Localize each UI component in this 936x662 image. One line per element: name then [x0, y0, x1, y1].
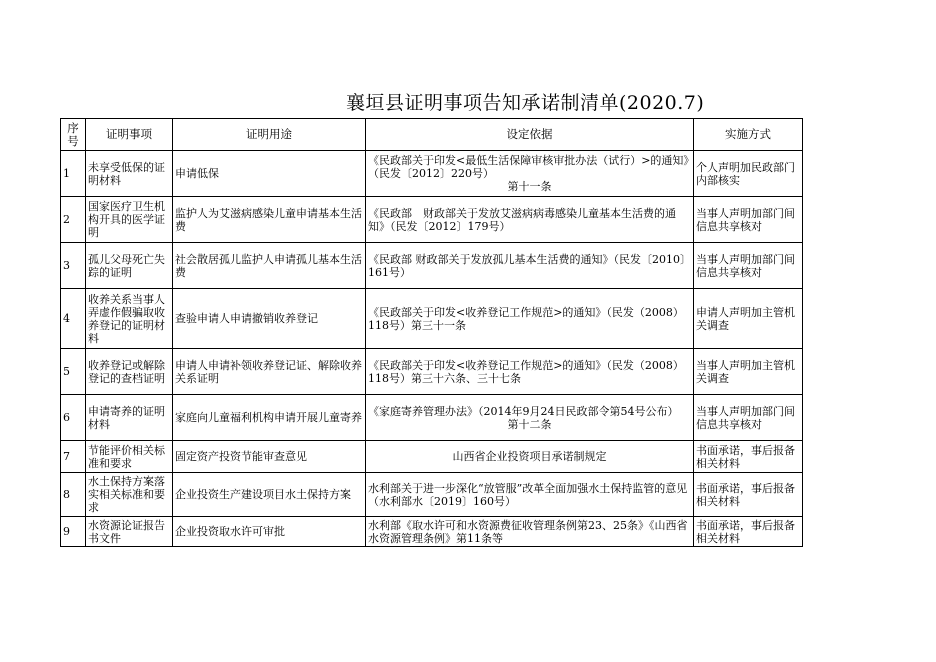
row-no: 8 — [61, 473, 86, 517]
row-basis: 《民政部 财政部关于发放艾滋病病毒感染儿童基本生活费的通知》（民发〔2012〕179号） — [366, 197, 694, 243]
row-no: 2 — [61, 197, 86, 243]
row-item: 收养登记或解除登记的查档证明 — [86, 349, 173, 395]
row-basis: 《民政部 财政部关于发放孤儿基本生活费的通知》（民发〔2010〕161号） — [366, 243, 694, 289]
row-item: 申请寄养的证明材料 — [86, 395, 173, 441]
row-use: 家庭向儿童福利机构申请开展儿童寄养 — [173, 395, 366, 441]
row-basis: 山西省企业投资项目承诺制规定 — [366, 441, 694, 473]
row-method: 当事人声明加部门间信息共享核对 — [694, 197, 803, 243]
header-item: 证明事项 — [86, 119, 173, 151]
row-no: 6 — [61, 395, 86, 441]
row-method: 书面承诺，事后报备相关材料 — [694, 441, 803, 473]
row-item: 国家医疗卫生机构开具的医学证明 — [86, 197, 173, 243]
row-use: 查验申请人申请撤销收养登记 — [173, 289, 366, 349]
row-no: 7 — [61, 441, 86, 473]
row-use: 企业投资取水许可审批 — [173, 517, 366, 547]
row-method: 申请人声明加主管机关调查 — [694, 289, 803, 349]
header-method: 实施方式 — [694, 119, 803, 151]
row-method: 当事人声明加部门间信息共享核对 — [694, 243, 803, 289]
table-row — [61, 289, 803, 349]
row-item: 水资源论证报告书文件 — [86, 517, 173, 547]
row-item: 收养关系当事人弄虚作假骗取收养登记的证明材料 — [86, 289, 173, 349]
row-use: 申请低保 — [173, 151, 366, 197]
row-no: 1 — [61, 151, 86, 197]
header-use: 证明用途 — [173, 119, 366, 151]
table-row — [61, 473, 803, 517]
row-item: 孤儿父母死亡失踪的证明 — [86, 243, 173, 289]
page-title: 襄垣县证明事项告知承诺制清单(2020.7) — [346, 92, 705, 114]
row-basis — [366, 395, 694, 441]
row-item: 节能评价相关标准和要求 — [86, 441, 173, 473]
row-method: 当事人声明加主管机关调查 — [694, 349, 803, 395]
table-row — [61, 441, 803, 473]
row-use: 申请人申请补领收养登记证、解除收养关系证明 — [173, 349, 366, 395]
row-use: 监护人为艾滋病感染儿童申请基本生活费 — [173, 197, 366, 243]
row-use: 社会散居孤儿监护人申请孤儿基本生活费 — [173, 243, 366, 289]
row-basis-article: 第十一条 — [507, 180, 552, 193]
row-basis: 《民政部关于印发<收养登记工作规范>的通知》（民发（2008）118号）第三十一条 — [366, 289, 694, 349]
row-basis: 《民政部关于印发<收养登记工作规范>的通知》（民发（2008）118号）第三十六条、三十七条 — [366, 349, 694, 395]
row-basis — [366, 151, 694, 197]
header-no: 序号 — [61, 119, 86, 151]
row-no: 9 — [61, 517, 86, 547]
row-use: 企业投资生产建设项目水土保持方案 — [173, 473, 366, 517]
header-basis: 设定依据 — [366, 119, 694, 151]
row-method: 书面承诺，事后报备相关材料 — [694, 473, 803, 517]
table-row — [61, 151, 803, 197]
table-header-row — [61, 119, 803, 151]
row-no: 4 — [61, 289, 86, 349]
row-basis-article: 第十二条 — [507, 417, 552, 431]
row-basis: 水利部《取水许可和水资源费征收管理条例第23、25条》《山西省水资源管理条例》第11条等 — [366, 517, 694, 547]
table-row — [61, 243, 803, 289]
row-use: 固定资产投资节能审查意见 — [173, 441, 366, 473]
row-method: 书面承诺，事后报备相关材料 — [694, 517, 803, 547]
promise-list-table — [60, 118, 803, 547]
row-no: 5 — [61, 349, 86, 395]
row-method: 当事人声明加部门间信息共享核对 — [694, 395, 803, 441]
row-basis-text: 《民政部关于印发<最低生活保障审核审批办法（试行）>的通知》（民发〔2012〕220号） — [368, 154, 689, 180]
row-basis-text: 《家庭寄养管理办法》（2014年9月24日民政部令第54号公布） — [368, 404, 679, 418]
table-row — [61, 395, 803, 441]
table-row — [61, 197, 803, 243]
row-basis: 水利部关于进一步深化“放管服”改革全面加强水土保持监管的意见（水利部水〔2019〕160号） — [366, 473, 694, 517]
table-row — [61, 349, 803, 395]
table-row — [61, 517, 803, 547]
row-item: 水土保持方案落实相关标准和要求 — [86, 473, 173, 517]
row-method: 个人声明加民政部门内部核实 — [694, 151, 803, 197]
row-no: 3 — [61, 243, 86, 289]
row-item: 未享受低保的证明材料 — [86, 151, 173, 197]
